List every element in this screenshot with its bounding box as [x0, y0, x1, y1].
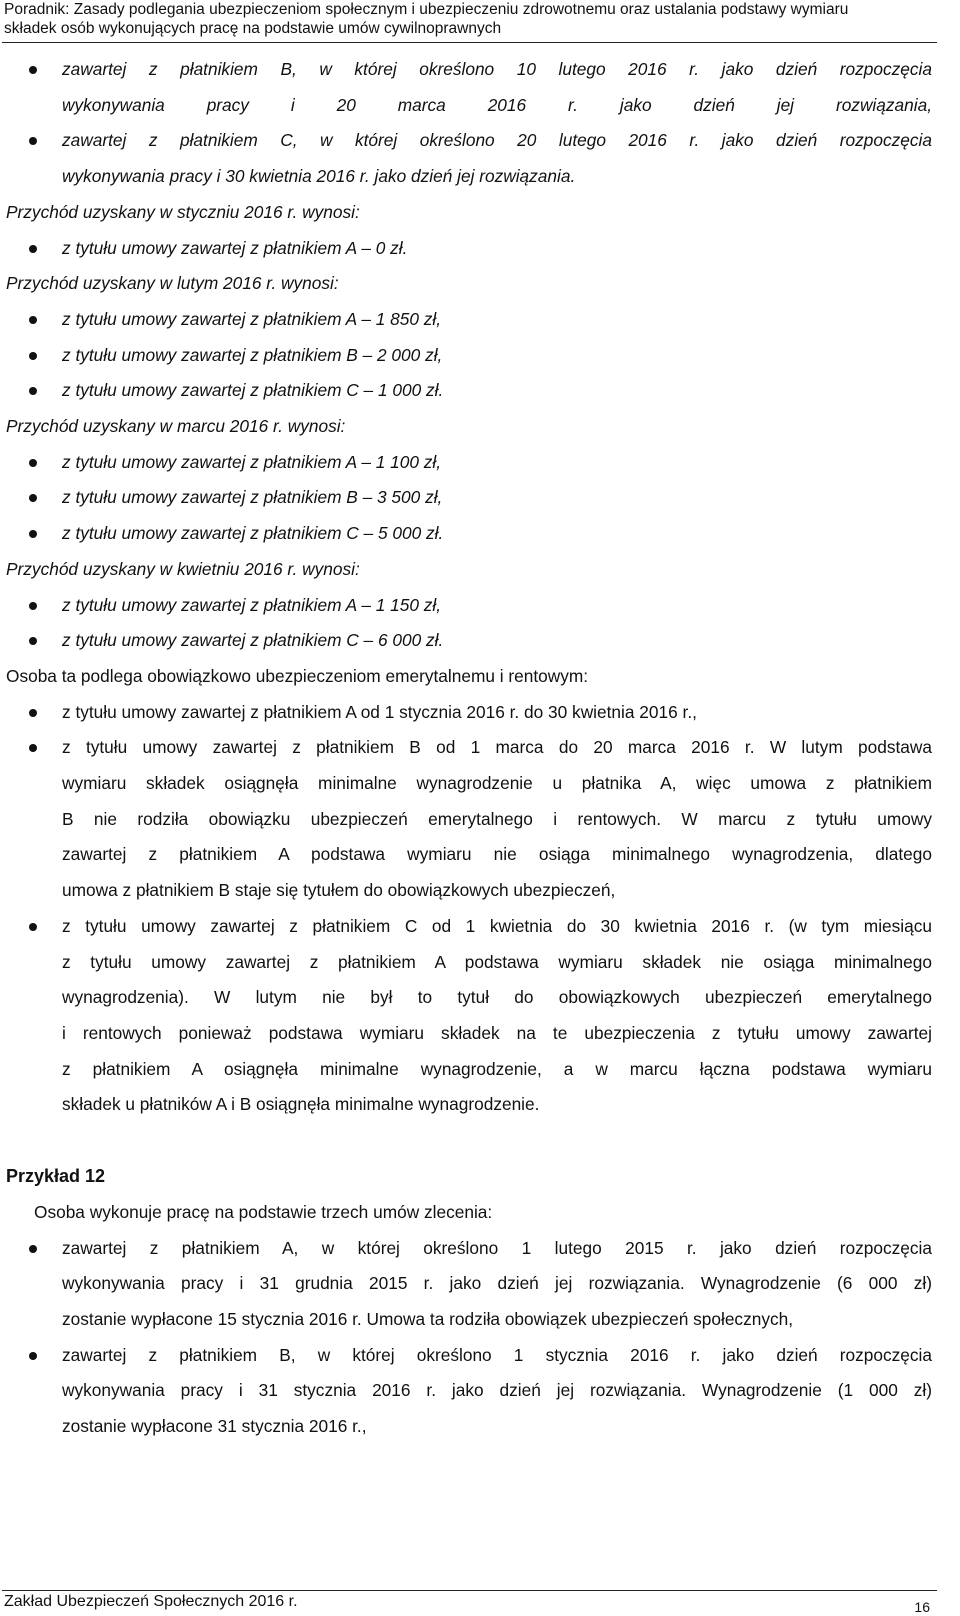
list-item-line: i rentowych ponieważ podstawa wymiaru składek na te ubezpieczenia z tytułu umowy zawartej — [62, 1022, 932, 1043]
list-item-line: wynagrodzenia). W lutym nie był to tytuł do obowiązkowych ubezpieczeń emerytalnego — [62, 987, 932, 1008]
example-heading: Przykład 12 — [6, 1166, 106, 1187]
bullet-icon — [29, 923, 37, 931]
list-item-line: wykonywania pracy i 20 marca 2016 r. jako dzień jej rozwiązania, — [62, 94, 932, 115]
list-item — [6, 302, 932, 338]
list-item-line: z tytułu umowy zawartej z płatnikiem C – 6 000 zł. — [62, 630, 444, 651]
header-line-1: Poradnik: Zasady podlegania ubezpieczeniom społecznym i ubezpieczeniu zdrowotnemu oraz ustalania podstawy wymiaru — [4, 1, 849, 18]
income-heading-march: Przychód uzyskany w marcu 2016 r. wynosi: — [6, 416, 346, 437]
list-item-line: wykonywania pracy i 31 grudnia 2015 r. jako dzień jej rozwiązania. Wynagrodzenie (6 000 zł) — [62, 1273, 932, 1294]
list-item-line: z tytułu umowy zawartej z płatnikiem C – 1 000 zł. — [62, 380, 444, 401]
list-item-line: z tytułu umowy zawartej z płatnikiem B – 3 500 zł, — [62, 487, 443, 508]
bullet-icon — [29, 459, 37, 467]
list-item — [6, 52, 932, 123]
list-item-line: wykonywania pracy i 30 kwietnia 2016 r. jako dzień jej rozwiązania. — [62, 166, 576, 187]
list-item — [6, 695, 932, 731]
list-item — [6, 231, 932, 267]
bullet-icon — [29, 66, 37, 74]
list-item-line: B nie rodziła obowiązku ubezpieczeń emerytalnego i rentowych. W marcu z tytułu umowy — [62, 808, 932, 829]
example-intro: Osoba wykonuje pracę na podstawie trzech umów zlecenia: — [34, 1201, 493, 1222]
bullet-icon — [29, 1352, 37, 1360]
list-item-line: z tytułu umowy zawartej z płatnikiem A – 1 150 zł, — [62, 594, 442, 615]
list-item-line: zawartej z płatnikiem A podstawa wymiaru nie osiąga minimalnego wynagrodzenia, dlatego — [62, 844, 932, 865]
list-item — [6, 1338, 932, 1445]
list-item-line: z tytułu umowy zawartej z płatnikiem B – 2 000 zł, — [62, 344, 443, 365]
list-item-line: z tytułu umowy zawartej z płatnikiem C – 5 000 zł. — [62, 523, 444, 544]
list-item — [6, 480, 932, 516]
list-item-line: z tytułu umowy zawartej z płatnikiem A – 1 100 zł, — [62, 451, 442, 472]
list-item-line: zostanie wypłacone 31 stycznia 2016 r., — [62, 1416, 367, 1437]
list-item-line: wymiaru składek osiągnęła minimalne wynagrodzenie u płatnika A, więc umowa z płatnikiem — [62, 773, 932, 794]
bullet-icon — [29, 137, 37, 145]
list-item-line: umowa z płatnikiem B staje się tytułem do obowiązkowych ubezpieczeń, — [62, 880, 616, 901]
list-item — [6, 123, 932, 194]
bullet-icon — [29, 709, 37, 717]
list-item-line: z płatnikiem A osiągnęła minimalne wynagrodzenie, a w marcu łączna podstawa wymiaru — [62, 1058, 932, 1079]
list-item — [6, 623, 932, 659]
list-item — [6, 1231, 932, 1338]
list-item-line: wykonywania pracy i 31 stycznia 2016 r. jako dzień jej rozwiązania. Wynagrodzenie (1 000 zł) — [62, 1380, 932, 1401]
list-item-line: zawartej z płatnikiem A, w której określono 1 lutego 2015 r. jako dzień rozpoczęcia — [62, 1237, 932, 1258]
list-item — [6, 588, 932, 624]
list-item-line: zawartej z płatnikiem B, w której określono 1 stycznia 2016 r. jako dzień rozpoczęcia — [62, 1344, 932, 1365]
list-item-line: z tytułu umowy zawartej z płatnikiem A podstawa wymiaru składek nie osiąga minimalnego — [62, 951, 932, 972]
footer-divider — [2, 1590, 937, 1591]
bullet-icon — [29, 352, 37, 360]
footer-publisher: Zakład Ubezpieczeń Społecznych 2016 r. — [4, 1593, 298, 1610]
list-item-line: składek u płatników A i B osiągnęła minimalne wynagrodzenie. — [62, 1094, 540, 1115]
header-line-2: składek osób wykonujących pracę na podstawie umów cywilnoprawnych — [4, 20, 502, 37]
list-item — [6, 909, 932, 1123]
list-item-line: z tytułu umowy zawartej z płatnikiem B od 1 marca do 20 marca 2016 r. W lutym podstawa — [62, 737, 932, 758]
list-item-line: zawartej z płatnikiem B, w której określono 10 lutego 2016 r. jako dzień rozpoczęcia — [62, 59, 932, 79]
document-body — [6, 52, 932, 1445]
list-item — [6, 338, 932, 374]
list-item — [6, 445, 932, 481]
list-item — [6, 373, 932, 409]
list-item — [6, 730, 932, 909]
income-heading-april: Przychód uzyskany w kwietniu 2016 r. wynosi: — [6, 558, 360, 579]
bullet-icon — [29, 744, 37, 752]
bullet-icon — [29, 387, 37, 395]
page-number: 16 — [914, 1599, 930, 1615]
list-item-line: z tytułu umowy zawartej z płatnikiem A – 1 850 zł, — [62, 308, 442, 329]
list-item-line: z tytułu umowy zawartej z płatnikiem C od 1 kwietnia do 30 kwietnia 2016 r. (w tym miesiącu — [62, 915, 932, 936]
bullet-icon — [29, 530, 37, 538]
income-heading-january: Przychód uzyskany w styczniu 2016 r. wynosi: — [6, 201, 360, 222]
bullet-icon — [29, 637, 37, 645]
bullet-icon — [29, 245, 37, 253]
header-divider — [2, 42, 937, 43]
list-item — [6, 516, 932, 552]
list-item-line: z tytułu umowy zawartej z płatnikiem A – 0 zł. — [62, 237, 408, 258]
spacer — [6, 1123, 932, 1159]
income-heading-february: Przychód uzyskany w lutym 2016 r. wynosi: — [6, 273, 339, 294]
page-header — [0, 0, 942, 38]
bullet-icon — [29, 494, 37, 502]
list-item-line: zostanie wypłacone 15 stycznia 2016 r. Umowa ta rodziła obowiązek ubezpieczeń społecznych, — [62, 1308, 794, 1329]
list-item-line: z tytułu umowy zawartej z płatnikiem A od 1 stycznia 2016 r. do 30 kwietnia 2016 r., — [62, 701, 697, 722]
bullet-icon — [29, 316, 37, 324]
bullet-icon — [29, 1245, 37, 1253]
bullet-icon — [29, 602, 37, 610]
list-item-line: zawartej z płatnikiem C, w której określono 20 lutego 2016 r. jako dzień rozpoczęcia — [62, 130, 932, 151]
insurance-heading: Osoba ta podlega obowiązkowo ubezpieczeniom emerytalnemu i rentowym: — [6, 665, 589, 686]
